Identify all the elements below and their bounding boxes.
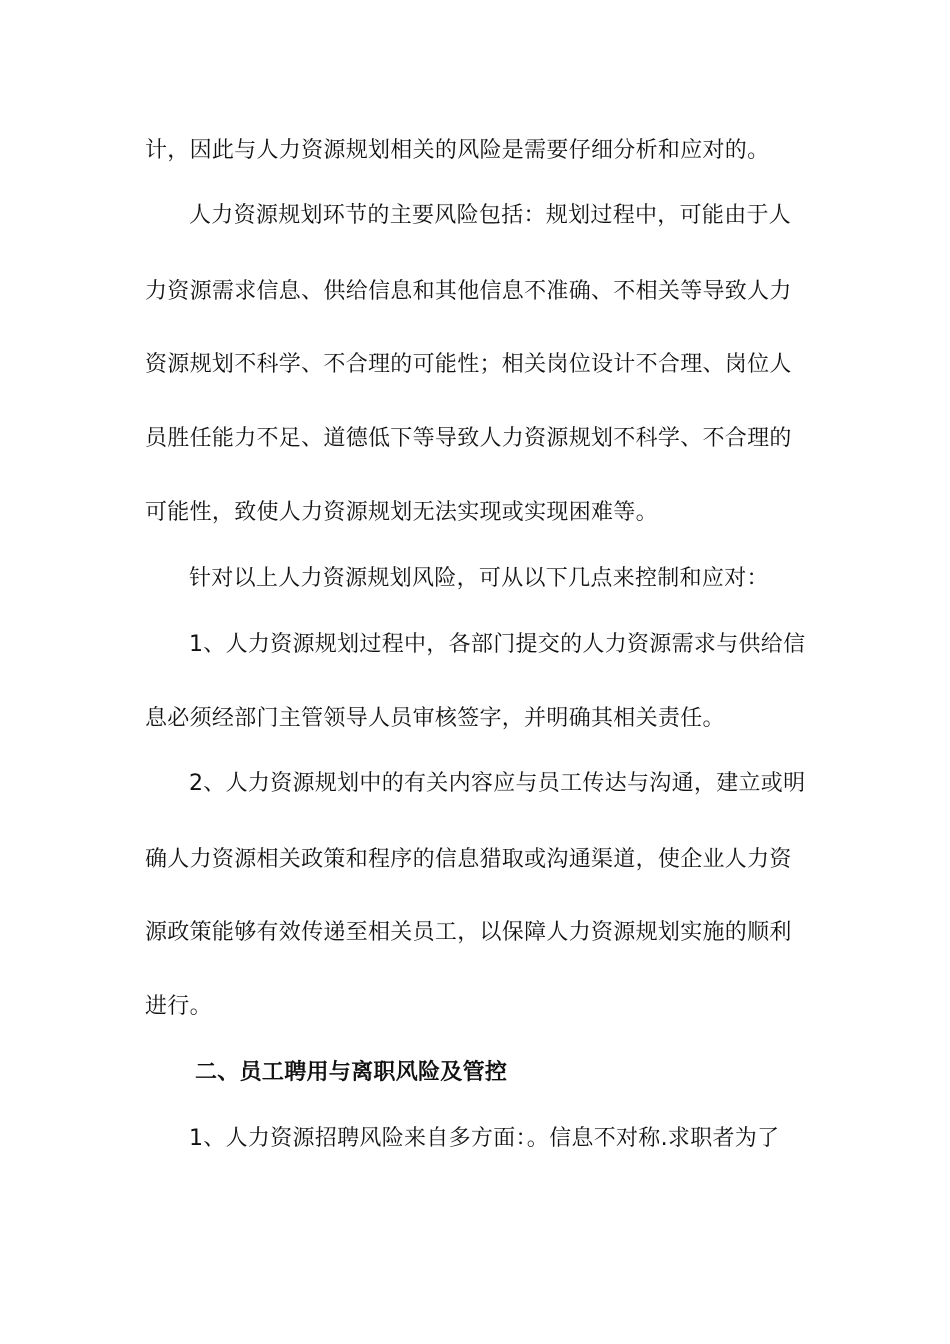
paragraph-line: 息必须经部门主管领导人员审核签字，并明确其相关责任。 xyxy=(145,706,725,731)
paragraph-line: 员胜任能力不足、道德低下等导致人力资源规划不科学、不合理的 xyxy=(145,426,792,451)
paragraph-line: 1、人力资源招聘风险来自多方面：。信息不对称.求职者为了 xyxy=(189,1126,780,1151)
paragraph-line: 源政策能够有效传递至相关员工，以保障人力资源规划实施的顺利 xyxy=(145,920,792,945)
paragraph-line: 计，因此与人力资源规划相关的风险是需要仔细分析和应对的。 xyxy=(145,138,770,163)
paragraph-line: 进行。 xyxy=(145,994,212,1019)
paragraph-line: 人力资源规划环节的主要风险包括：规划过程中，可能由于人 xyxy=(189,203,792,228)
paragraph-line: 可能性，致使人力资源规划无法实现或实现困难等。 xyxy=(145,500,658,525)
paragraph-line: 1、人力资源规划过程中，各部门提交的人力资源需求与供给信 xyxy=(189,632,806,657)
paragraph-line: 确人力资源相关政策和程序的信息猎取或沟通渠道，使企业人力资 xyxy=(145,847,792,872)
paragraph-line: 2、人力资源规划中的有关内容应与员工传达与沟通，建立或明 xyxy=(189,771,806,796)
paragraph-line: 力资源需求信息、供给信息和其他信息不准确、不相关等导致人力 xyxy=(145,279,792,304)
section-heading: 二、员工聘用与离职风险及管控 xyxy=(195,1060,508,1085)
paragraph-line: 资源规划不科学、不合理的可能性；相关岗位设计不合理、岗位人 xyxy=(145,352,792,377)
paragraph-line: 针对以上人力资源规划风险，可从以下几点来控制和应对： xyxy=(189,566,769,591)
